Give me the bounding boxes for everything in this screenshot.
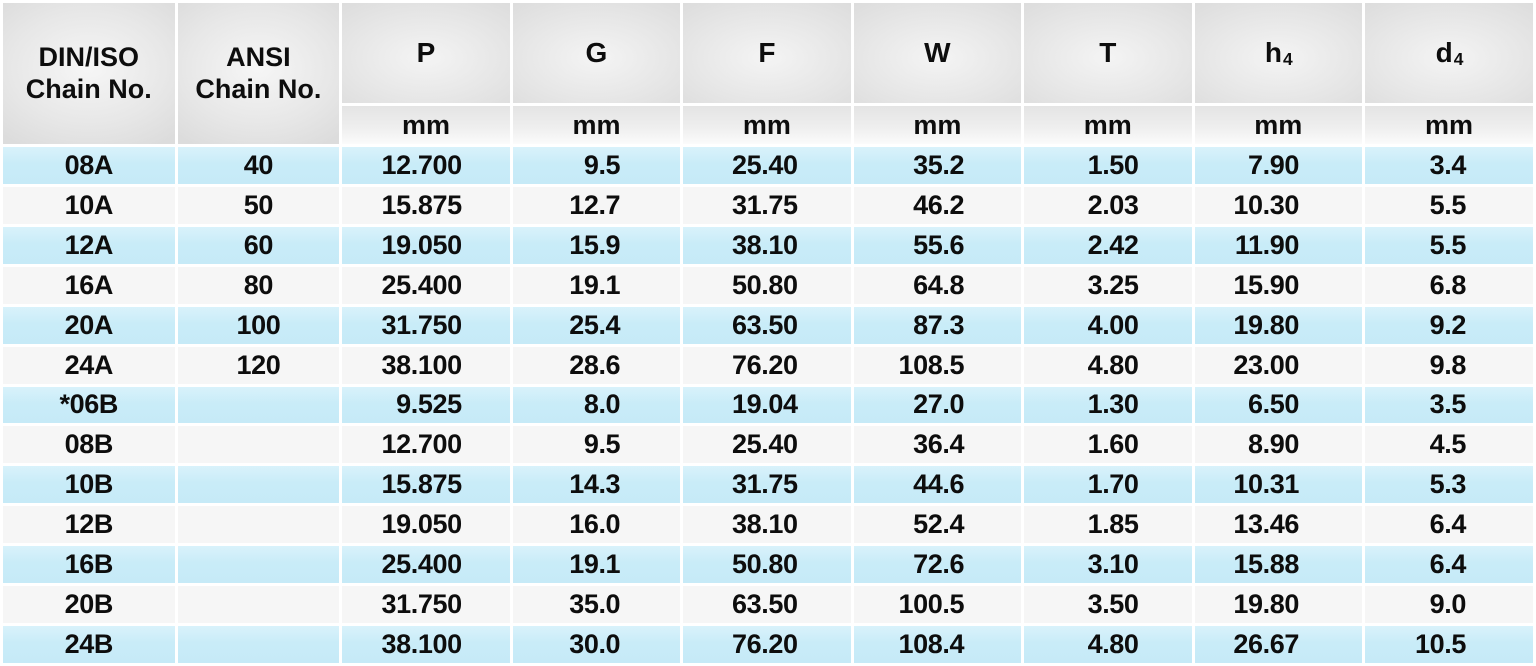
- table-row: [3, 187, 1533, 224]
- cell-w: 55.6: [854, 227, 1021, 264]
- cell-din_iso: 24A: [3, 347, 175, 384]
- column-header-line: Chain No.: [25, 73, 152, 104]
- cell-w: 36.4: [854, 426, 1021, 463]
- column-symbol: G: [585, 37, 608, 68]
- table-body: [3, 147, 1533, 663]
- cell-din_iso: 16B: [3, 546, 175, 583]
- cell-t: 3.25: [1024, 267, 1191, 304]
- column-symbol-subscript: 4: [1453, 49, 1464, 69]
- cell-din_iso: *06B: [3, 387, 175, 424]
- cell-f: 63.50: [683, 307, 850, 344]
- cell-p: 19.050: [342, 506, 509, 543]
- cell-f: 31.75: [683, 466, 850, 503]
- cell-d4: 10.5: [1365, 626, 1533, 663]
- cell-d4: 9.0: [1365, 586, 1533, 623]
- cell-h4: 10.31: [1195, 466, 1362, 503]
- cell-w: 87.3: [854, 307, 1021, 344]
- cell-d4: 5.5: [1365, 227, 1533, 264]
- table-row: [3, 147, 1533, 184]
- cell-ansi: 100: [178, 307, 340, 344]
- cell-din_iso: 10A: [3, 187, 175, 224]
- cell-d4: 9.2: [1365, 307, 1533, 344]
- cell-ansi: [178, 546, 340, 583]
- cell-g: 35.0: [513, 586, 680, 623]
- cell-f: 38.10: [683, 227, 850, 264]
- cell-ansi: [178, 387, 340, 424]
- header-label-row: [3, 3, 1533, 103]
- cell-din_iso: 08B: [3, 426, 175, 463]
- cell-f: 19.04: [683, 387, 850, 424]
- cell-ansi: 50: [178, 187, 340, 224]
- column-header-d4: [1365, 3, 1533, 103]
- cell-p: 38.100: [342, 626, 509, 663]
- table-row: [3, 267, 1533, 304]
- cell-h4: 8.90: [1195, 426, 1362, 463]
- cell-t: 3.10: [1024, 546, 1191, 583]
- column-unit-p: mm: [342, 106, 509, 144]
- column-header-t: [1024, 3, 1191, 103]
- cell-t: 1.70: [1024, 466, 1191, 503]
- cell-f: 50.80: [683, 267, 850, 304]
- column-symbol: F: [758, 37, 776, 68]
- cell-w: 35.2: [854, 147, 1021, 184]
- cell-ansi: [178, 426, 340, 463]
- cell-w: 108.5: [854, 347, 1021, 384]
- cell-g: 19.1: [513, 546, 680, 583]
- cell-din_iso: 10B: [3, 466, 175, 503]
- column-header-h4: [1195, 3, 1362, 103]
- column-unit-f: mm: [683, 106, 850, 144]
- cell-p: 12.700: [342, 426, 509, 463]
- cell-g: 15.9: [513, 227, 680, 264]
- cell-f: 25.40: [683, 426, 850, 463]
- table-row: [3, 227, 1533, 264]
- cell-ansi: [178, 506, 340, 543]
- cell-p: 15.875: [342, 466, 509, 503]
- cell-g: 14.3: [513, 466, 680, 503]
- cell-t: 1.85: [1024, 506, 1191, 543]
- cell-f: 38.10: [683, 506, 850, 543]
- column-header-w: [854, 3, 1021, 103]
- column-unit-t: mm: [1024, 106, 1191, 144]
- cell-p: 31.750: [342, 307, 509, 344]
- table-row: [3, 586, 1533, 623]
- cell-t: 4.80: [1024, 347, 1191, 384]
- cell-g: 8.0: [513, 387, 680, 424]
- cell-h4: 7.90: [1195, 147, 1362, 184]
- cell-p: 25.400: [342, 546, 509, 583]
- column-symbol-subscript: 4: [1282, 49, 1293, 69]
- cell-h4: 19.80: [1195, 586, 1362, 623]
- column-header-ansi: [178, 3, 340, 144]
- cell-t: 1.30: [1024, 387, 1191, 424]
- cell-f: 50.80: [683, 546, 850, 583]
- table-row: [3, 347, 1533, 384]
- column-header-line: ANSI: [226, 41, 291, 72]
- cell-g: 25.4: [513, 307, 680, 344]
- cell-f: 76.20: [683, 626, 850, 663]
- cell-w: 72.6: [854, 546, 1021, 583]
- cell-g: 12.7: [513, 187, 680, 224]
- column-symbol: W: [924, 37, 951, 68]
- column-symbol: d: [1435, 37, 1453, 68]
- cell-f: 31.75: [683, 187, 850, 224]
- cell-w: 52.4: [854, 506, 1021, 543]
- cell-ansi: [178, 586, 340, 623]
- cell-w: 108.4: [854, 626, 1021, 663]
- cell-h4: 26.67: [1195, 626, 1362, 663]
- cell-din_iso: 24B: [3, 626, 175, 663]
- column-unit-w: mm: [854, 106, 1021, 144]
- cell-w: 44.6: [854, 466, 1021, 503]
- column-symbol: T: [1099, 37, 1117, 68]
- cell-d4: 6.8: [1365, 267, 1533, 304]
- table-row: [3, 466, 1533, 503]
- cell-f: 25.40: [683, 147, 850, 184]
- table-header: [3, 3, 1533, 144]
- cell-p: 25.400: [342, 267, 509, 304]
- column-symbol: h: [1264, 37, 1282, 68]
- cell-d4: 6.4: [1365, 546, 1533, 583]
- column-unit-g: mm: [513, 106, 680, 144]
- cell-ansi: 60: [178, 227, 340, 264]
- cell-p: 9.525: [342, 387, 509, 424]
- cell-h4: 19.80: [1195, 307, 1362, 344]
- column-header-line: Chain No.: [195, 73, 322, 104]
- cell-t: 3.50: [1024, 586, 1191, 623]
- cell-f: 63.50: [683, 586, 850, 623]
- cell-h4: 15.88: [1195, 546, 1362, 583]
- cell-din_iso: 20A: [3, 307, 175, 344]
- cell-p: 19.050: [342, 227, 509, 264]
- table-row: [3, 307, 1533, 344]
- cell-ansi: 120: [178, 347, 340, 384]
- cell-ansi: 40: [178, 147, 340, 184]
- table-row: [3, 626, 1533, 663]
- cell-p: 12.700: [342, 147, 509, 184]
- column-header-p: [342, 3, 509, 103]
- cell-w: 27.0: [854, 387, 1021, 424]
- cell-g: 28.6: [513, 347, 680, 384]
- cell-ansi: 80: [178, 267, 340, 304]
- cell-t: 2.03: [1024, 187, 1191, 224]
- cell-din_iso: 08A: [3, 147, 175, 184]
- cell-h4: 23.00: [1195, 347, 1362, 384]
- cell-p: 15.875: [342, 187, 509, 224]
- cell-t: 1.50: [1024, 147, 1191, 184]
- cell-g: 16.0: [513, 506, 680, 543]
- column-unit-d4: mm: [1365, 106, 1533, 144]
- cell-p: 31.750: [342, 586, 509, 623]
- column-symbol: P: [416, 37, 436, 68]
- column-header-f: [683, 3, 850, 103]
- cell-g: 9.5: [513, 426, 680, 463]
- cell-t: 4.00: [1024, 307, 1191, 344]
- cell-din_iso: 16A: [3, 267, 175, 304]
- cell-t: 1.60: [1024, 426, 1191, 463]
- cell-d4: 3.5: [1365, 387, 1533, 424]
- cell-d4: 5.3: [1365, 466, 1533, 503]
- cell-d4: 9.8: [1365, 347, 1533, 384]
- table-row: [3, 546, 1533, 583]
- cell-d4: 6.4: [1365, 506, 1533, 543]
- cell-g: 9.5: [513, 147, 680, 184]
- cell-din_iso: 12A: [3, 227, 175, 264]
- cell-ansi: [178, 466, 340, 503]
- cell-h4: 6.50: [1195, 387, 1362, 424]
- cell-ansi: [178, 626, 340, 663]
- cell-t: 2.42: [1024, 227, 1191, 264]
- cell-d4: 4.5: [1365, 426, 1533, 463]
- cell-din_iso: 12B: [3, 506, 175, 543]
- cell-h4: 15.90: [1195, 267, 1362, 304]
- column-header-din_iso: [3, 3, 175, 144]
- column-unit-h4: mm: [1195, 106, 1362, 144]
- cell-t: 4.80: [1024, 626, 1191, 663]
- column-header-line: DIN/ISO: [38, 41, 140, 72]
- cell-w: 100.5: [854, 586, 1021, 623]
- table-row: [3, 387, 1533, 424]
- cell-g: 30.0: [513, 626, 680, 663]
- cell-p: 38.100: [342, 347, 509, 384]
- cell-h4: 10.30: [1195, 187, 1362, 224]
- cell-g: 19.1: [513, 267, 680, 304]
- cell-din_iso: 20B: [3, 586, 175, 623]
- cell-w: 64.8: [854, 267, 1021, 304]
- table-row: [3, 506, 1533, 543]
- cell-d4: 5.5: [1365, 187, 1533, 224]
- cell-h4: 11.90: [1195, 227, 1362, 264]
- cell-h4: 13.46: [1195, 506, 1362, 543]
- cell-f: 76.20: [683, 347, 850, 384]
- column-header-g: [513, 3, 680, 103]
- cell-d4: 3.4: [1365, 147, 1533, 184]
- cell-w: 46.2: [854, 187, 1021, 224]
- table-row: [3, 426, 1533, 463]
